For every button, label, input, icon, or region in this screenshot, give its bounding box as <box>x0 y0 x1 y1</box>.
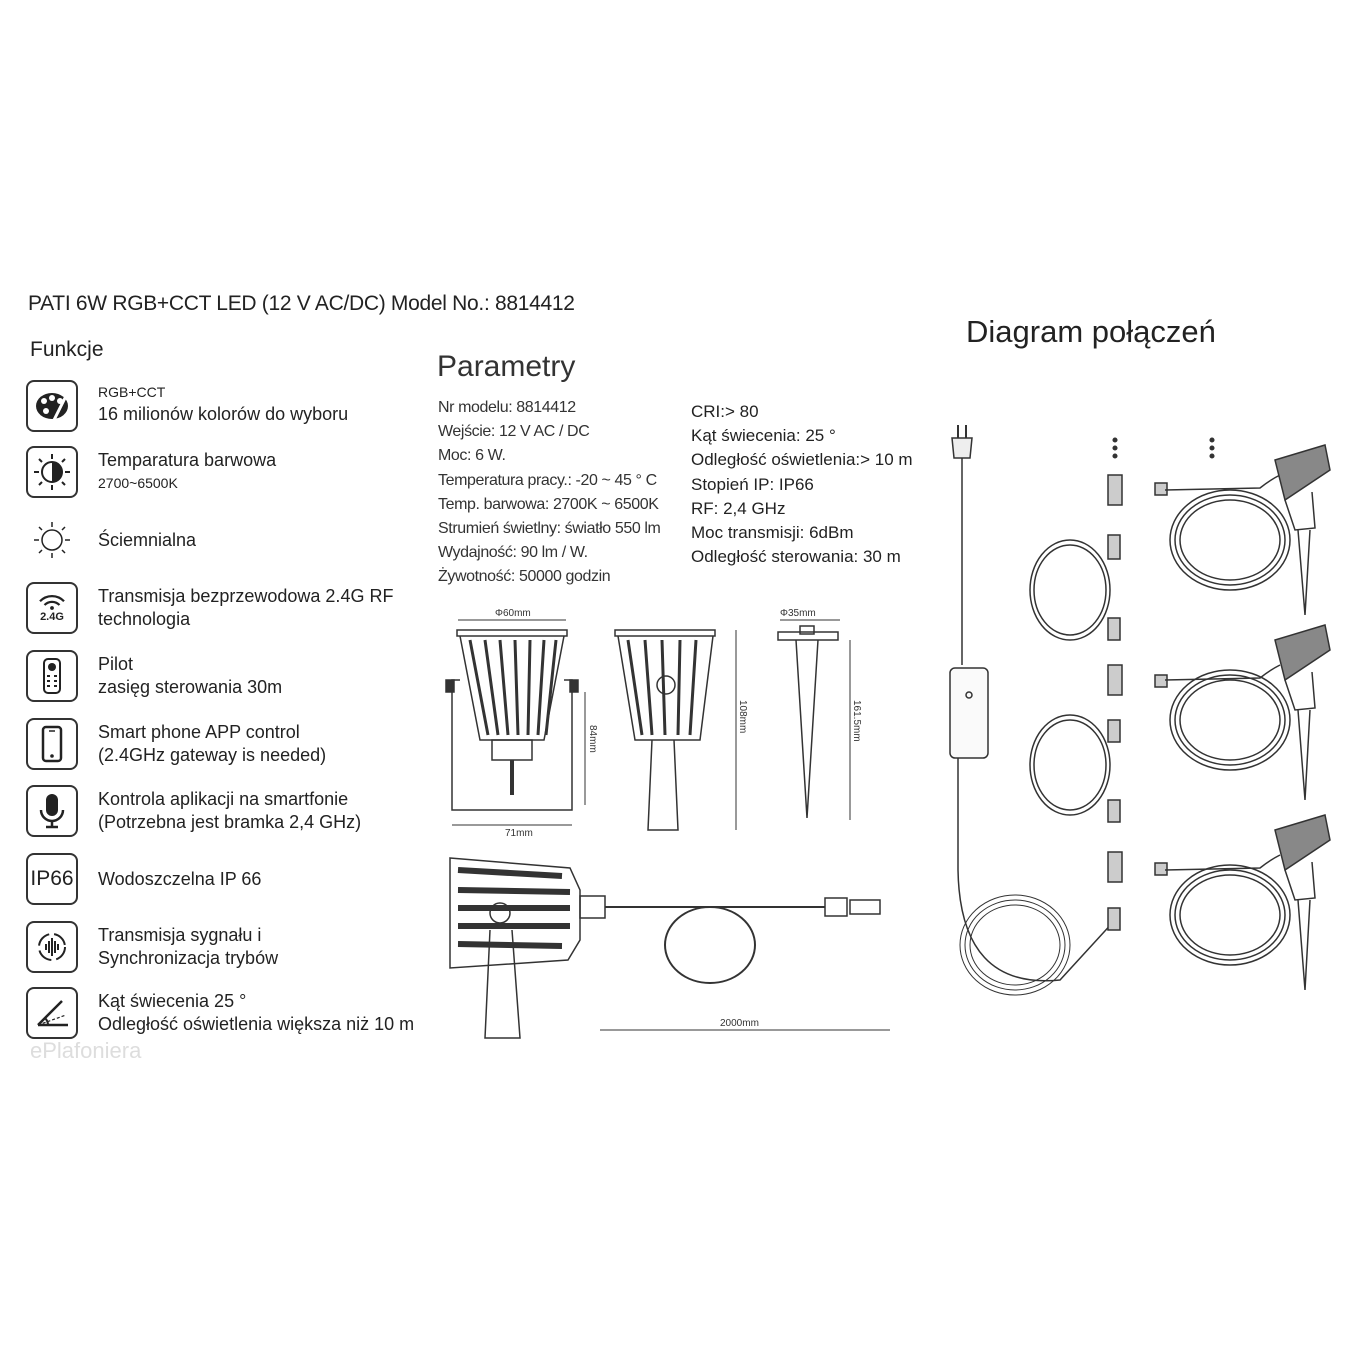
param-input: Wejście: 12 V AC / DC <box>438 423 590 441</box>
feature-line1: Smart phone APP control <box>98 722 300 742</box>
palette-icon <box>26 380 78 432</box>
param-model: Nr modelu: 8814412 <box>438 399 576 416</box>
feature-rgbcct <box>26 380 446 436</box>
param-distance: Odległość oświetlenia:> 10 m <box>691 450 913 470</box>
feature-sync <box>26 921 446 977</box>
param-cct: Temp. barwowa: 2700K ~ 6500K <box>438 495 659 513</box>
ip66-label: IP66 <box>30 867 74 890</box>
parameters-left-list <box>438 396 660 590</box>
feature-line2: (2.4GHz gateway is needed) <box>98 745 327 765</box>
param-flux: Strumień świetlny: światło 550 lm <box>438 520 661 538</box>
wifi-label: 2.4G <box>40 611 64 623</box>
param-lifetime: Żywotność: 50000 godzin <box>438 568 611 586</box>
spotlight-chain <box>1155 438 1330 990</box>
dim-height-161: 161.5mm <box>851 700 862 742</box>
feature-line1: Kąt świecenia 25 ° <box>98 991 247 1011</box>
dim-diameter-35: Φ35mm <box>780 608 816 619</box>
feature-line1: Ściemnialna <box>98 530 197 550</box>
feature-line1: Wodoszczelna IP 66 <box>98 869 262 889</box>
feature-line1: RGB+CCT <box>98 384 166 400</box>
cable-view-drawing <box>450 858 890 1038</box>
feature-app <box>26 718 446 774</box>
feature-line1: Transmisja bezprzewodowa 2.4G RF <box>98 586 394 606</box>
feature-beam <box>26 987 446 1043</box>
feature-voice <box>26 785 446 841</box>
side-view-drawing <box>615 630 736 830</box>
feature-line1: Pilot <box>98 654 134 674</box>
parameters-right-list <box>691 400 913 569</box>
technical-drawings <box>430 600 910 1050</box>
remote-control-icon <box>26 650 78 702</box>
color-temperature-icon <box>26 446 78 498</box>
wifi-2.4g-icon <box>26 582 78 634</box>
power-plug-drawing <box>952 425 972 665</box>
feature-ip66 <box>26 853 446 909</box>
param-control-range: Odległość sterowania: 30 m <box>691 547 901 567</box>
ip66-icon <box>26 853 78 905</box>
param-cri: CRI:> 80 <box>691 402 759 421</box>
microphone-icon <box>26 785 78 837</box>
signal-sync-icon <box>26 921 78 973</box>
dim-height-84: 84mm <box>587 725 598 753</box>
power-supply-drawing <box>950 668 988 758</box>
feature-color-temp <box>26 446 446 502</box>
feature-line2: 16 milionów kolorów do wyboru <box>98 404 349 424</box>
smartphone-icon <box>26 718 78 770</box>
dim-cable-2000: 2000mm <box>720 1018 759 1029</box>
feature-line2: (Potrzebna jest bramka 2,4 GHz) <box>98 812 362 832</box>
feature-line2: zasięg sterowania 30m <box>98 677 283 697</box>
brightness-icon <box>26 514 78 566</box>
feature-line1: Kontrola aplikacji na smartfonie <box>98 789 349 809</box>
param-tx-power: Moc transmisji: 6dBm <box>691 523 854 543</box>
param-op-temp: Temperatura pracy.: -20 ~ 45 ° C <box>438 471 657 489</box>
diagram-heading: Diagram połączeń <box>966 314 1216 349</box>
param-beam: Kąt świecenia: 25 ° <box>691 426 836 446</box>
feature-line1: Transmisja sygnału i <box>98 925 262 945</box>
feature-rf <box>26 582 446 638</box>
dim-width-71: 71mm <box>505 828 533 839</box>
feature-line2: technologia <box>98 609 191 629</box>
feature-line2: Synchronizacja trybów <box>98 948 279 968</box>
watermark: ePlafoniera <box>30 1038 142 1063</box>
front-view-drawing <box>446 620 585 825</box>
param-rf: RF: 2,4 GHz <box>691 498 786 518</box>
feature-line1: Temparatura barwowa <box>98 450 277 470</box>
functions-heading: Funkcje <box>30 338 104 361</box>
connection-diagram <box>940 420 1340 1000</box>
dim-height-108: 108mm <box>737 700 748 734</box>
product-title: PATI 6W RGB+CCT LED (12 V AC/DC) Model No.: 8814412 <box>28 292 575 315</box>
dim-diameter-60: Φ60mm <box>495 608 531 619</box>
feature-line2: 2700~6500K <box>98 475 178 491</box>
stake-drawing <box>778 620 850 820</box>
connector-chain <box>1030 438 1122 930</box>
feature-dimmable <box>26 514 446 570</box>
param-power: Moc: 6 W. <box>438 447 506 465</box>
feature-remote <box>26 650 446 706</box>
param-ip: Stopień IP: IP66 <box>691 474 814 494</box>
parameters-heading: Parametry <box>437 350 576 383</box>
feature-line2: Odległość oświetlenia większa niż 10 m <box>98 1014 415 1034</box>
param-efficacy: Wydajność: 90 lm / W. <box>438 544 588 562</box>
beam-angle-icon <box>26 987 78 1039</box>
